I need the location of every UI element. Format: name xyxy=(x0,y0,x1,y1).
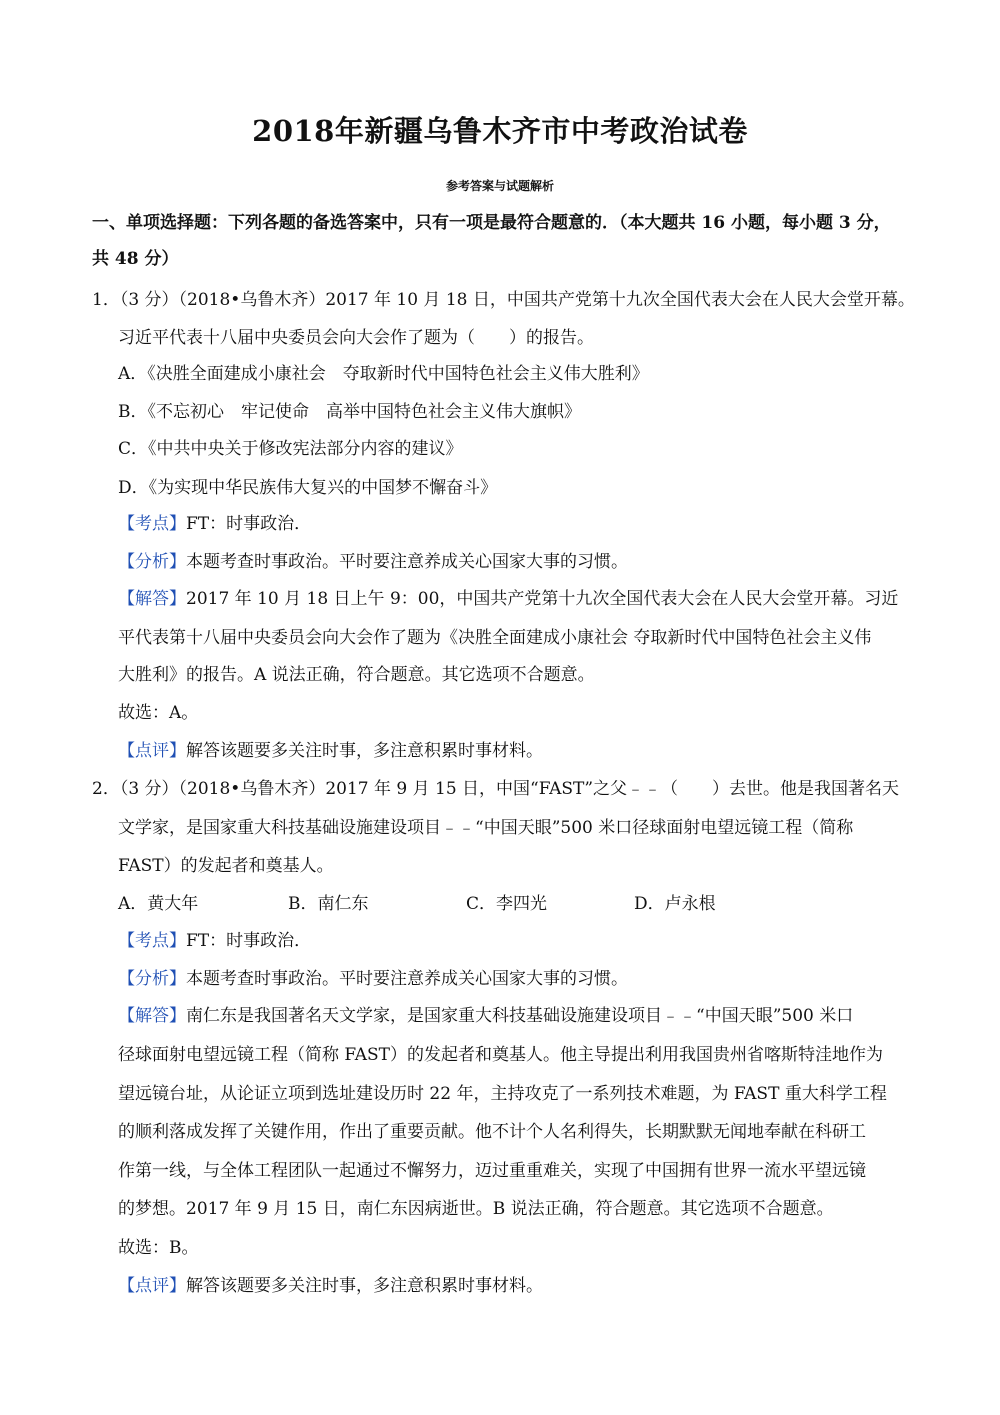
q2-jieda-line-1 xyxy=(118,1005,853,1027)
q1-kaodian-text: FT：时事政治． xyxy=(186,514,312,534)
q2-fenxi-text: 本题考查时事政治。平时要注意养成关心国家大事的习惯。 xyxy=(186,969,628,989)
q2-kaodian-tag: 【考点】 xyxy=(118,931,186,951)
q1-option-b: B．《不忘初心 牢记使命 高举中国特色社会主义伟大旗帜》 xyxy=(118,402,581,422)
document-title: 2018年新疆乌鲁木齐市中考政治试卷 xyxy=(252,114,748,148)
q1-jieda-line-2: 平代表第十八届中央委员会向大会作了题为《决胜全面建成小康社会 夺取新时代中国特色社会主义伟 xyxy=(118,628,872,648)
q2-dianping-text: 解答该题要多关注时事，多注意积累时事材料。 xyxy=(186,1276,543,1296)
q2-jieda-line-3: 望远镜台址，从论证立项到选址建设历时 22 年，主持攻克了一系列技术难题，为 FAST 重大科学工程 xyxy=(118,1084,887,1104)
q2-jieda-tag: 【解答】 xyxy=(118,1006,186,1026)
q2-answer: 故选：B。 xyxy=(118,1238,199,1258)
q2-kaodian-text: FT：时事政治． xyxy=(186,931,312,951)
q2-fenxi-tag: 【分析】 xyxy=(118,969,186,989)
q1-kaodian xyxy=(118,513,311,535)
q2-jieda-text-1: 南仁东是我国著名天文学家，是国家重大科技基础设施建设项目﹣﹣“中国天眼”500 米口 xyxy=(186,1006,854,1026)
q2-option-a: A．黄大年 xyxy=(118,894,199,914)
q1-jieda-line-1 xyxy=(118,588,898,610)
document-subtitle: 参考答案与试题解析 xyxy=(445,179,554,193)
q2-jieda-line-2: 径球面射电望远镜工程（简称 FAST）的发起者和奠基人。他主导提出利用我国贵州省喀斯特洼地作为 xyxy=(118,1045,883,1065)
q1-dianping-tag: 【点评】 xyxy=(118,741,186,761)
q1-jieda-line-3: 大胜利》的报告。A 说法正确，符合题意。其它选项不合题意。 xyxy=(118,665,595,685)
q2-stem-line-1: 2．（3 分）（2018•乌鲁木齐）2017 年 9 月 15 日，中国“FAST”之父﹣﹣（ ）去世。他是我国著名天 xyxy=(92,779,900,799)
q1-dianping xyxy=(118,740,543,762)
q1-stem-line-1: 1．（3 分）（2018•乌鲁木齐）2017 年 10 月 18 日，中国共产党第十九次全国代表大会在人民大会堂开幕。 xyxy=(92,290,915,310)
q2-option-d: D．卢永根 xyxy=(634,894,716,914)
q2-option-c: C．李四光 xyxy=(466,894,548,914)
q2-option-b: B．南仁东 xyxy=(288,894,369,914)
q2-dianping xyxy=(118,1275,543,1297)
q2-dianping-tag: 【点评】 xyxy=(118,1276,186,1296)
q1-option-d: D．《为实现中华民族伟大复兴的中国梦不懈奋斗》 xyxy=(118,478,498,498)
q1-option-c: C．《中共中央关于修改宪法部分内容的建议》 xyxy=(118,439,463,459)
q2-stem-line-3: FAST）的发起者和奠基人。 xyxy=(118,856,334,876)
q1-stem-line-2: 习近平代表十八届中央委员会向大会作了题为（ ）的报告。 xyxy=(118,328,594,348)
section-heading-line-1: 一、单项选择题：下列各题的备选答案中，只有一项是最符合题意的．（本大题共 16 小题，每小题 3 分， xyxy=(92,213,891,233)
q2-kaodian xyxy=(118,930,311,952)
q2-jieda-line-4: 的顺利落成发挥了关键作用，作出了重要贡献。他不计个人名利得失，长期默默无闻地奉献在科研工 xyxy=(118,1122,866,1142)
q2-jieda-line-5: 作第一线，与全体工程团队一起通过不懈努力，迈过重重难关，实现了中国拥有世界一流水平望远镜 xyxy=(118,1161,866,1181)
q1-fenxi-text: 本题考查时事政治。平时要注意养成关心国家大事的习惯。 xyxy=(186,552,628,572)
q2-stem-line-2: 文学家，是国家重大科技基础设施建设项目﹣﹣“中国天眼”500 米口径球面射电望远镜工程（简称 xyxy=(118,818,854,838)
q1-dianping-text: 解答该题要多关注时事，多注意积累时事材料。 xyxy=(186,741,543,761)
section-heading-line-2: 共 48 分） xyxy=(92,249,179,269)
q2-fenxi xyxy=(118,968,628,990)
q1-jieda-text-1: 2017 年 10 月 18 日上午 9：00，中国共产党第十九次全国代表大会在人民大会堂开幕。习近 xyxy=(186,589,899,609)
q1-answer: 故选：A。 xyxy=(118,703,199,723)
q1-fenxi-tag: 【分析】 xyxy=(118,552,186,572)
q1-kaodian-tag: 【考点】 xyxy=(118,514,186,534)
q2-jieda-line-6: 的梦想。2017 年 9 月 15 日，南仁东因病逝世。B 说法正确，符合题意。其它选项不合题意。 xyxy=(118,1199,834,1219)
q1-jieda-tag: 【解答】 xyxy=(118,589,186,609)
q1-option-a: A．《决胜全面建成小康社会 夺取新时代中国特色社会主义伟大胜利》 xyxy=(118,364,649,384)
q1-fenxi xyxy=(118,551,628,573)
